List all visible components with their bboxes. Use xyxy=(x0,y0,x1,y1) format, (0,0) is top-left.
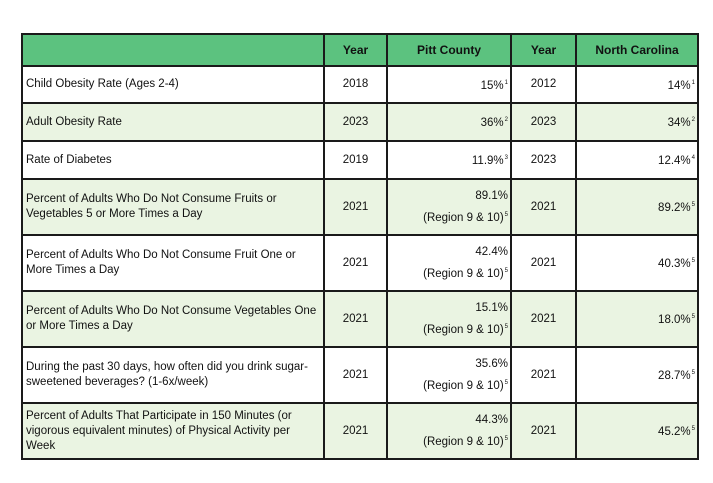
nc-value: 28.7% xyxy=(658,370,691,382)
pitt-cell xyxy=(387,179,511,235)
nc-footnote: 5 xyxy=(691,426,695,432)
pitt-value: 89.1% xyxy=(475,189,508,202)
nc-cell xyxy=(576,235,698,291)
pitt-cell xyxy=(387,141,511,179)
row-label: Child Obesity Rate (Ages 2-4) xyxy=(22,66,324,103)
pitt-footnote: 2 xyxy=(504,117,508,123)
health-data-table xyxy=(21,33,699,460)
row-label: Percent of Adults Who Do Not Consume Vegetables One or More Times a Day xyxy=(22,291,324,347)
pitt-footnote: 5 xyxy=(504,267,508,274)
pitt-year: 2019 xyxy=(324,141,387,179)
nc-value: 12.4% xyxy=(658,155,691,167)
pitt-value: 36% xyxy=(480,117,504,129)
nc-year: 2012 xyxy=(511,66,576,103)
nc-year: 2021 xyxy=(511,403,576,459)
table-row xyxy=(22,103,698,141)
nc-footnote: 5 xyxy=(691,370,695,376)
pitt-year: 2021 xyxy=(324,291,387,347)
nc-year: 2021 xyxy=(511,235,576,291)
row-label: During the past 30 days, how often did you drink sugar-sweetened beverages? (1-6x/week) xyxy=(22,347,324,403)
nc-footnote: 5 xyxy=(691,314,695,320)
nc-year: 2023 xyxy=(511,103,576,141)
table-row xyxy=(22,66,698,103)
pitt-value: 42.4% xyxy=(475,245,508,258)
nc-cell xyxy=(576,347,698,403)
pitt-year: 2021 xyxy=(324,179,387,235)
pitt-value: 15.1% xyxy=(475,301,508,314)
nc-footnote: 5 xyxy=(691,258,695,264)
nc-value: 34% xyxy=(667,117,691,129)
nc-cell xyxy=(576,403,698,459)
row-label: Percent of Adults Who Do Not Consume Fruit One or More Times a Day xyxy=(22,235,324,291)
nc-cell xyxy=(576,179,698,235)
nc-year: 2021 xyxy=(511,291,576,347)
pitt-footnote: 5 xyxy=(504,379,508,386)
table-row xyxy=(22,403,698,459)
pitt-year: 2021 xyxy=(324,235,387,291)
table-row xyxy=(22,179,698,235)
nc-cell xyxy=(576,141,698,179)
pitt-cell xyxy=(387,291,511,347)
pitt-footnote: 1 xyxy=(504,79,508,86)
pitt-value: 44.3% xyxy=(475,413,508,426)
table-row xyxy=(22,235,698,291)
pitt-value: 11.9% xyxy=(471,155,504,167)
nc-year: 2023 xyxy=(511,141,576,179)
pitt-region: (Region 9 & 10) xyxy=(423,211,504,224)
row-label: Percent of Adults Who Do Not Consume Fruits or Vegetables 5 or More Times a Day xyxy=(22,179,324,235)
nc-value: 45.2% xyxy=(658,426,691,438)
pitt-value: 15% xyxy=(480,79,504,92)
nc-year: 2021 xyxy=(511,347,576,403)
pitt-cell xyxy=(387,103,511,141)
table-row xyxy=(22,347,698,403)
nc-value: 89.2% xyxy=(658,202,691,214)
nc-year: 2021 xyxy=(511,179,576,235)
pitt-region: (Region 9 & 10) xyxy=(423,323,504,336)
pitt-footnote: 5 xyxy=(504,211,508,218)
pitt-value: 35.6% xyxy=(475,357,508,370)
pitt-year: 2023 xyxy=(324,103,387,141)
pitt-cell xyxy=(387,403,511,459)
pitt-region: (Region 9 & 10) xyxy=(423,435,504,448)
header-label xyxy=(22,34,324,66)
pitt-cell xyxy=(387,347,511,403)
nc-footnote: 2 xyxy=(691,117,695,123)
row-label: Percent of Adults That Participate in 150 Minutes (or vigorous equivalent minutes) of Physical Activity per Week xyxy=(22,403,324,459)
header-pitt-county: Pitt County xyxy=(387,34,511,66)
pitt-year: 2021 xyxy=(324,403,387,459)
nc-footnote: 1 xyxy=(691,79,695,86)
header-row xyxy=(22,34,698,66)
header-year-pitt: Year xyxy=(324,34,387,66)
nc-value: 40.3% xyxy=(658,258,691,270)
pitt-year: 2021 xyxy=(324,347,387,403)
pitt-footnote: 5 xyxy=(504,323,508,330)
pitt-region: (Region 9 & 10) xyxy=(423,267,504,280)
nc-value: 14% xyxy=(667,79,691,92)
table-body xyxy=(22,66,698,459)
pitt-cell xyxy=(387,66,511,103)
table-row xyxy=(22,141,698,179)
pitt-footnote: 3 xyxy=(504,155,508,161)
nc-value: 18.0% xyxy=(658,314,691,326)
nc-cell xyxy=(576,103,698,141)
pitt-footnote: 5 xyxy=(504,435,508,442)
pitt-year: 2018 xyxy=(324,66,387,103)
row-label: Adult Obesity Rate xyxy=(22,103,324,141)
pitt-cell xyxy=(387,235,511,291)
table-row xyxy=(22,291,698,347)
nc-footnote: 4 xyxy=(691,155,695,161)
nc-cell xyxy=(576,291,698,347)
row-label: Rate of Diabetes xyxy=(22,141,324,179)
nc-footnote: 5 xyxy=(691,202,695,208)
header-north-carolina: North Carolina xyxy=(576,34,698,66)
pitt-region: (Region 9 & 10) xyxy=(423,379,504,392)
header-year-nc: Year xyxy=(511,34,576,66)
nc-cell xyxy=(576,66,698,103)
